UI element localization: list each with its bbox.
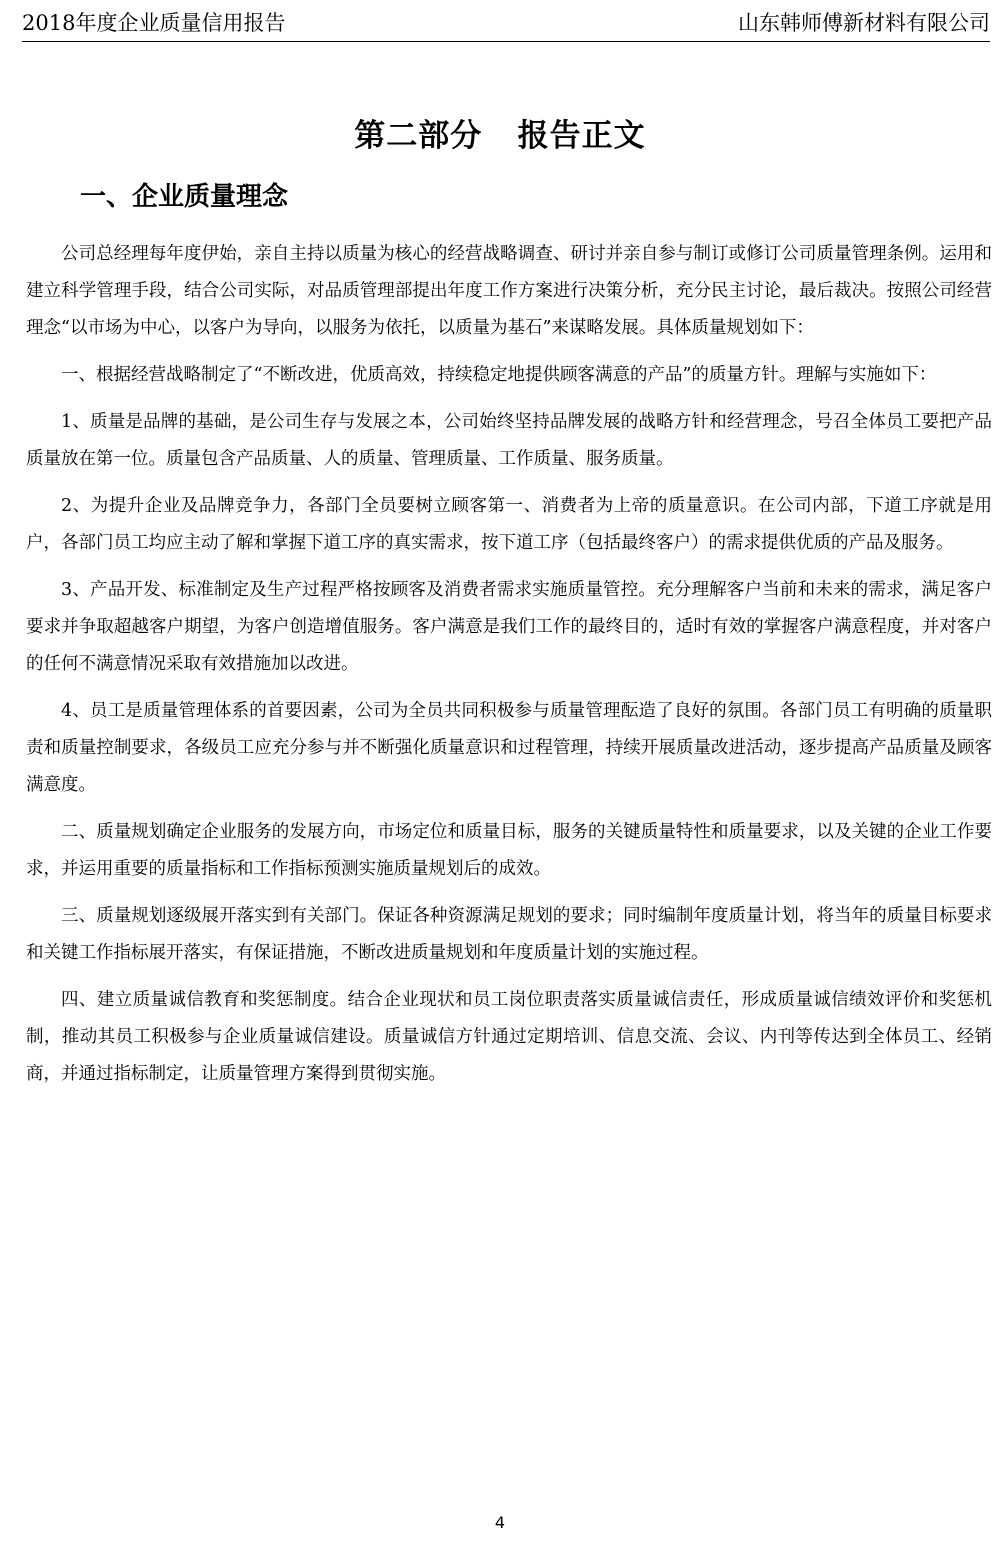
page-header — [22, 4, 990, 42]
paragraph: 4、员工是质量管理体系的首要因素，公司为全员共同积极参与质量管理酝造了良好的氛围。各部门员工有明确的质量职责和质量控制要求，各级员工应充分参与并不断强化质量意识和过程管理，持续开展质量改进活动，逐步提高产品质量及顾客满意度。 — [26, 701, 992, 795]
paragraph: 三、质量规划逐级展开落实到有关部门。保证各种资源满足规划的要求；同时编制年度质量计划，将当年的质量目标要求和关键工作指标展开落实，有保证措施，不断改进质量规划和年度质量计划的实施过程。 — [26, 906, 992, 963]
paragraph: 3、产品开发、标准制定及生产过程严格按顾客及消费者需求实施质量管控。充分理解客户当前和未来的需求，满足客户要求并争取超越客户期望，为客户创造增值服务。客户满意是我们工作的最终目的，适时有效的掌握客户满意程度，并对客户的任何不满意情况采取有效措施加以改进。 — [26, 580, 992, 674]
paragraph: 1、质量是品牌的基础，是公司生存与发展之本，公司始终坚持品牌发展的战略方针和经营理念，号召全体员工要把产品质量放在第一位。质量包含产品质量、人的质量、管理质量、工作质量、服务质量。 — [26, 412, 992, 469]
part-title: 第二部分 报告正文 — [354, 118, 646, 154]
body-text — [26, 236, 992, 1103]
header-company-name: 山东韩师傅新材料有限公司 — [738, 11, 990, 35]
paragraph: 二、质量规划确定企业服务的发展方向，市场定位和质量目标，服务的关键质量特性和质量要求，以及关键的企业工作要求，并运用重要的质量指标和工作指标预测实施质量规划后的成效。 — [26, 822, 992, 879]
page-number: 4 — [494, 1513, 506, 1532]
paragraph: 2、为提升企业及品牌竞争力，各部门全员要树立顾客第一、消费者为上帝的质量意识。在公司内部，下道工序就是用户，各部门员工均应主动了解和掌握下道工序的真实需求，按下道工序（包括最终客户）的需求提供优质的产品及服务。 — [26, 496, 992, 553]
section-title: 一、企业质量理念 — [80, 182, 289, 212]
paragraph: 四、建立质量诚信教育和奖惩制度。结合企业现状和员工岗位职责落实质量诚信责任，形成质量诚信绩效评价和奖惩机制，推动其员工积极参与企业质量诚信建设。质量诚信方针通过定期培训、信息交流、会议、内刊等传达到全体员工、经销商，并通过指标制定，让质量管理方案得到贯彻实施。 — [26, 990, 992, 1084]
header-report-title: 2018年度企业质量信用报告 — [22, 11, 286, 35]
paragraph: 公司总经理每年度伊始，亲自主持以质量为核心的经营战略调查、研讨并亲自参与制订或修订公司质量管理条例。运用和建立科学管理手段，结合公司实际，对品质管理部提出年度工作方案进行决策分析，充分民主讨论，最后裁决。按照公司经营理念“以市场为中心，以客户为导向，以服务为依托，以质量为基石”来谋略发展。具体质量规划如下： — [26, 244, 992, 338]
paragraph: 一、根据经营战略制定了“不断改进，优质高效，持续稳定地提供顾客满意的产品”的质量方针。理解与实施如下： — [61, 365, 937, 385]
